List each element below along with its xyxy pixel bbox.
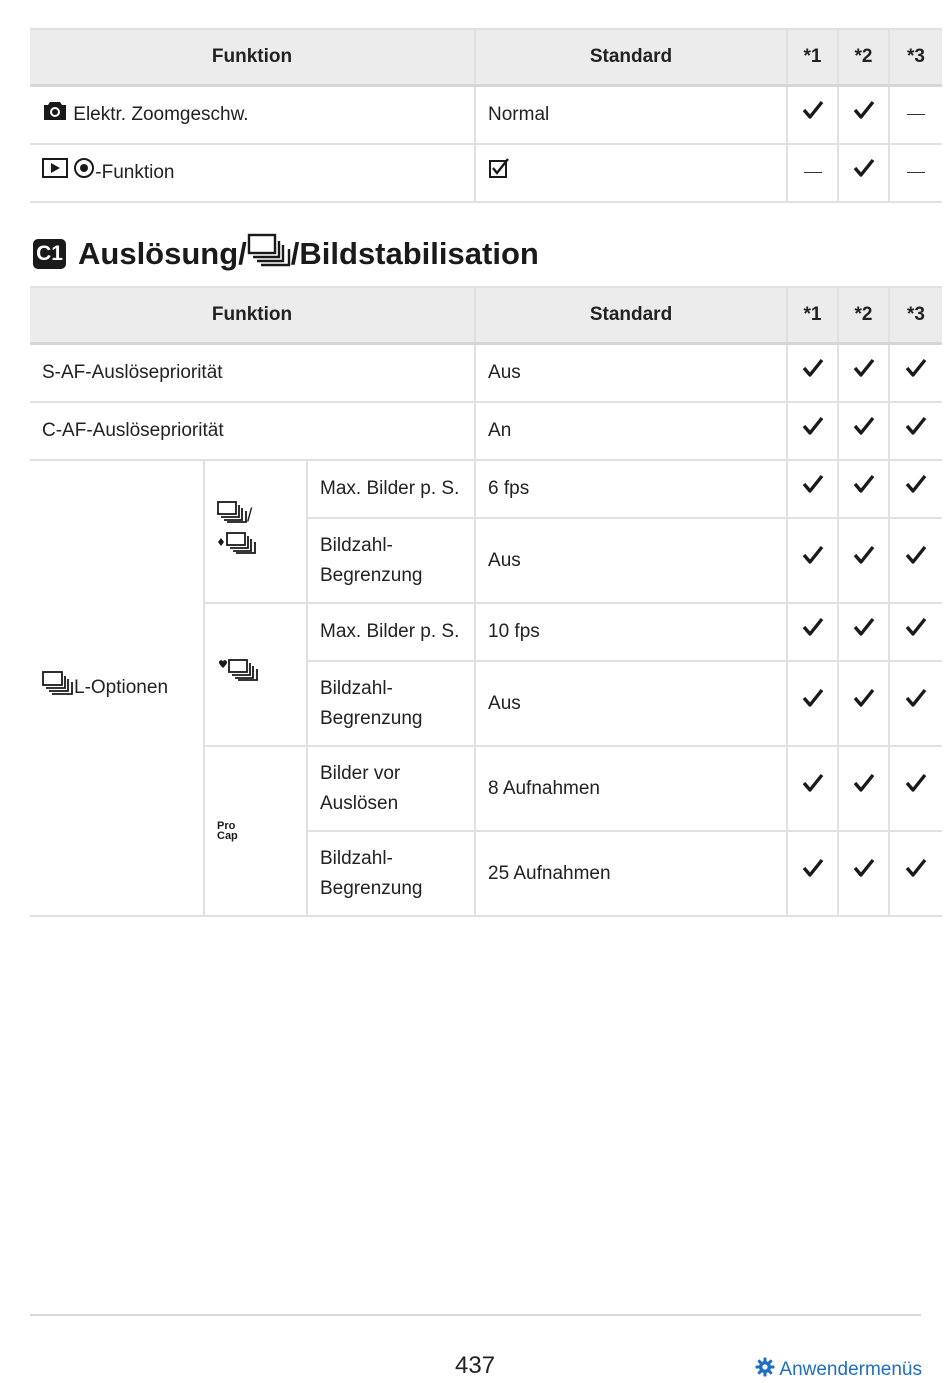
standard-cell: Aus	[475, 518, 787, 603]
mark-cell-3	[889, 86, 942, 145]
mark-cell-1	[787, 402, 838, 460]
option-label-line2: Begrenzung	[320, 877, 423, 899]
procap-icon	[217, 821, 238, 841]
mark-cell-3	[889, 402, 942, 460]
menu-link-label: Anwendermenüs	[779, 1359, 922, 1380]
option-label	[307, 518, 475, 603]
camera-icon	[42, 99, 68, 131]
check-icon	[853, 617, 875, 647]
mark-cell-3	[889, 746, 942, 831]
option-label-line2: Begrenzung	[320, 707, 423, 729]
procap-line2: Cap	[217, 829, 238, 842]
check-icon	[853, 545, 875, 575]
standard-cell: 6 fps	[475, 460, 787, 518]
sequential-shooting-icon	[217, 501, 247, 532]
menu-link[interactable]	[755, 1357, 922, 1383]
header-funktion: Funktion	[30, 29, 475, 86]
standard-cell: 25 Aufnahmen	[475, 831, 787, 916]
function-cell	[30, 86, 475, 145]
standard-cell: Aus	[475, 344, 787, 403]
sequential-shooting-low-icon	[42, 671, 74, 705]
subgroup-icon-cell	[204, 746, 307, 916]
check-icon	[905, 474, 927, 504]
header-col-1: *1	[787, 29, 838, 86]
mark-cell-3	[889, 144, 942, 202]
option-label-line2: Auslösen	[320, 792, 399, 814]
check-icon	[802, 617, 824, 647]
option-label-line1: Bildzahl-	[320, 847, 393, 869]
playback-icon	[42, 158, 68, 188]
check-icon	[802, 474, 824, 504]
mark-cell-1	[787, 86, 838, 145]
group-label: L-Optionen	[74, 677, 169, 699]
mark-cell-2	[838, 460, 889, 518]
c1-badge: C1	[33, 239, 66, 269]
check-icon	[802, 858, 824, 888]
header-col-1: *1	[787, 287, 838, 344]
check-icon	[853, 773, 875, 803]
mark-cell-1	[787, 460, 838, 518]
heading-text-start: Auslösung/	[78, 236, 247, 271]
check-icon	[905, 545, 927, 575]
function-label: -Funktion	[95, 162, 175, 184]
mark-cell-2	[838, 402, 889, 460]
check-icon	[802, 358, 824, 388]
heading-text-end: /Bildstabilisation	[290, 236, 539, 271]
mark-cell-2	[838, 603, 889, 661]
check-icon	[853, 858, 875, 888]
function-label: Elektr. Zoomgeschw.	[73, 104, 249, 126]
table-row	[30, 86, 942, 145]
check-icon	[905, 617, 927, 647]
section-heading	[33, 232, 539, 276]
mark-cell-2	[838, 518, 889, 603]
mark-cell-1	[787, 746, 838, 831]
procap-line1: Pro	[217, 819, 236, 832]
mark-cell-1	[787, 344, 838, 403]
header-standard: Standard	[475, 287, 787, 344]
check-icon	[802, 545, 824, 575]
check-icon	[853, 474, 875, 504]
standard-cell: 10 fps	[475, 603, 787, 661]
mark-cell-2	[838, 344, 889, 403]
standard-cell: Normal	[475, 86, 787, 145]
subgroup-icon-cell	[204, 460, 307, 603]
target-circle-icon	[73, 157, 95, 189]
check-icon	[853, 100, 875, 130]
mark-cell-1	[787, 603, 838, 661]
checkbox-checked-icon	[488, 157, 510, 189]
check-icon	[802, 773, 824, 803]
function-cell: C-AF-Auslösepriorität	[30, 402, 475, 460]
gear-icon	[755, 1357, 775, 1383]
check-icon	[802, 416, 824, 446]
table-row	[30, 460, 942, 518]
option-label-line1: Bildzahl-	[320, 534, 393, 556]
header-funktion: Funktion	[30, 287, 475, 344]
mark-cell-2	[838, 831, 889, 916]
mark-cell-1	[787, 518, 838, 603]
standard-cell: An	[475, 402, 787, 460]
standard-cell: 8 Aufnahmen	[475, 746, 787, 831]
page-number: 437	[455, 1352, 496, 1379]
check-icon	[905, 416, 927, 446]
silent-sequential-icon	[217, 658, 259, 692]
settings-table-release	[30, 286, 942, 917]
function-cell: S-AF-Auslösepriorität	[30, 344, 475, 403]
sequential-shooting-icon	[247, 233, 291, 275]
table-row	[30, 344, 942, 403]
dash-icon	[907, 172, 925, 173]
mark-cell-3	[889, 661, 942, 746]
option-label-line1: Bildzahl-	[320, 677, 393, 699]
option-label: Max. Bilder p. S.	[307, 460, 475, 518]
icon-separator: /	[247, 505, 253, 527]
footer-divider	[30, 1314, 921, 1316]
mark-cell-1	[787, 144, 838, 202]
mark-cell-2	[838, 144, 889, 202]
mark-cell-3	[889, 518, 942, 603]
dash-icon	[907, 114, 925, 115]
option-label	[307, 831, 475, 916]
mark-cell-2	[838, 661, 889, 746]
mark-cell-1	[787, 661, 838, 746]
electronic-shutter-sequential-icon	[217, 532, 257, 563]
settings-table-top	[30, 28, 942, 203]
mark-cell-3	[889, 603, 942, 661]
header-col-3: *3	[889, 29, 942, 86]
check-icon	[905, 688, 927, 718]
dash-icon	[804, 172, 822, 173]
mark-cell-1	[787, 831, 838, 916]
mark-cell-2	[838, 746, 889, 831]
option-label	[307, 746, 475, 831]
mark-cell-3	[889, 460, 942, 518]
check-icon	[905, 773, 927, 803]
check-icon	[802, 688, 824, 718]
check-icon	[802, 100, 824, 130]
header-col-3: *3	[889, 287, 942, 344]
header-col-2: *2	[838, 29, 889, 86]
check-icon	[853, 158, 875, 188]
mark-cell-2	[838, 86, 889, 145]
mark-cell-3	[889, 831, 942, 916]
table-header-row	[30, 29, 942, 86]
function-cell	[30, 144, 475, 202]
table-row	[30, 144, 942, 202]
check-icon	[905, 858, 927, 888]
mark-cell-3	[889, 344, 942, 403]
table-header-row	[30, 287, 942, 344]
header-col-2: *2	[838, 287, 889, 344]
subgroup-icon-cell	[204, 603, 307, 746]
check-icon	[853, 416, 875, 446]
option-label	[307, 661, 475, 746]
check-icon	[853, 688, 875, 718]
check-icon	[905, 358, 927, 388]
group-cell-l-optionen	[30, 460, 204, 916]
header-standard: Standard	[475, 29, 787, 86]
table-row	[30, 402, 942, 460]
standard-cell: Aus	[475, 661, 787, 746]
option-label-line2: Begrenzung	[320, 564, 423, 586]
option-label-line1: Bilder vor	[320, 762, 401, 784]
standard-cell	[475, 144, 787, 202]
option-label: Max. Bilder p. S.	[307, 603, 475, 661]
check-icon	[853, 358, 875, 388]
